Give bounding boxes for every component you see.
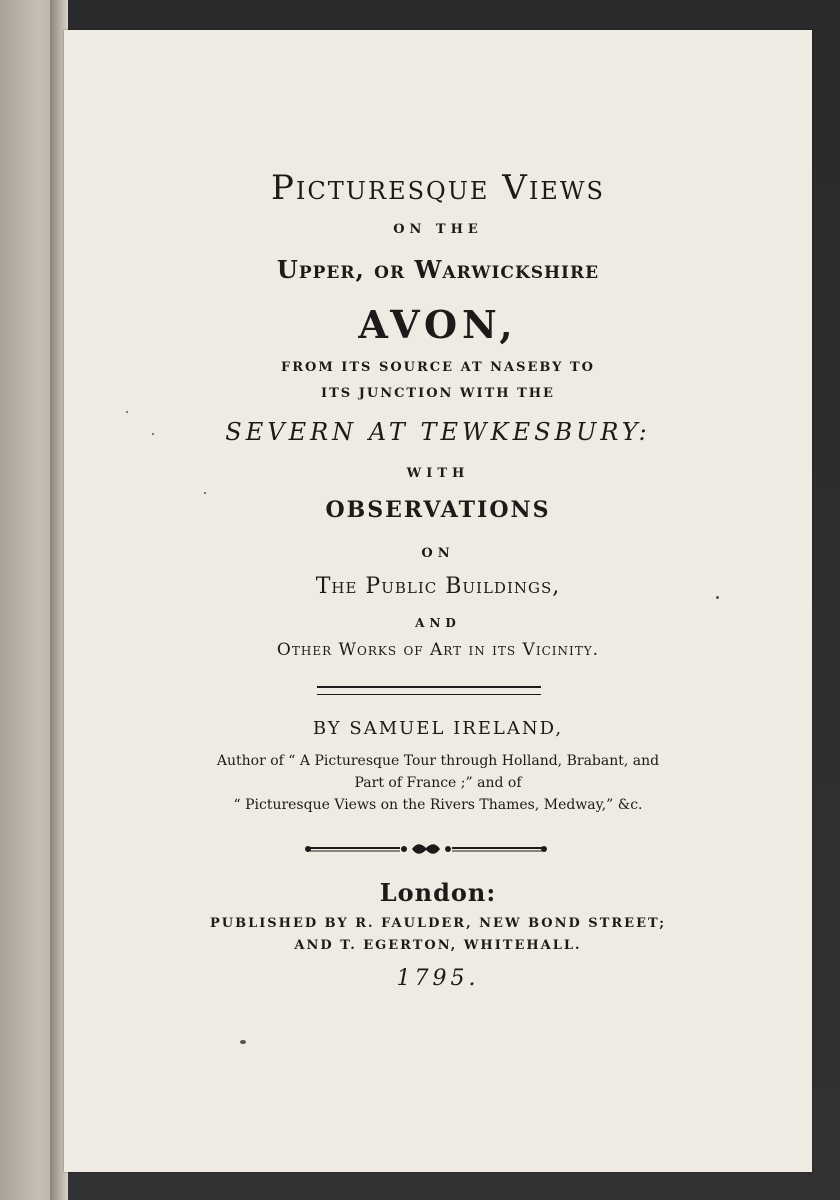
page-content — [64, 30, 812, 1172]
with-line: WITH — [406, 466, 470, 481]
on-line: ON — [421, 546, 455, 561]
imprint-publisher-2: AND T. EGERTON, WHITEHALL. — [294, 938, 582, 953]
title-page — [64, 30, 812, 1172]
double-rule-divider — [317, 686, 541, 695]
imprint-city: London: — [379, 878, 497, 907]
and-line: AND — [415, 616, 461, 630]
other-works-line: Other Works of Art in its Vicinity. — [276, 640, 600, 660]
paper-speck — [240, 1040, 246, 1044]
author-credit-3: “ Picturesque Views on the Rivers Thames, Medway,” &c. — [233, 797, 643, 813]
paper-speck — [716, 596, 719, 599]
avon-title: AVON, — [358, 302, 518, 347]
author-credit-2: Part of France ;” and of — [354, 775, 522, 791]
ornament-divider-icon — [300, 838, 552, 858]
public-buildings-line: The Public Buildings, — [315, 574, 561, 599]
main-title: Picturesque Views — [271, 168, 605, 208]
author-credit-1: Author of “ A Picturesque Tour through Holland, Brabant, and — [216, 753, 660, 769]
paper-speck — [126, 411, 128, 413]
severn-line: SEVERN AT TEWKESBURY: — [225, 418, 651, 446]
imprint-year: 1795. — [396, 966, 480, 991]
paper-speck — [204, 492, 206, 494]
author-byline: BY SAMUEL IRELAND, — [312, 718, 564, 739]
on-the-line: ON THE — [393, 222, 483, 237]
upper-line: Upper, or Warwickshire — [276, 255, 600, 284]
imprint-publisher-1: PUBLISHED BY R. FAULDER, NEW BOND STREET; — [209, 916, 667, 931]
paper-speck — [152, 433, 154, 435]
junction-line: ITS JUNCTION WITH THE — [321, 386, 555, 401]
observations-line: OBSERVATIONS — [325, 497, 551, 523]
from-line: FROM ITS SOURCE AT NASEBY TO — [281, 360, 595, 375]
